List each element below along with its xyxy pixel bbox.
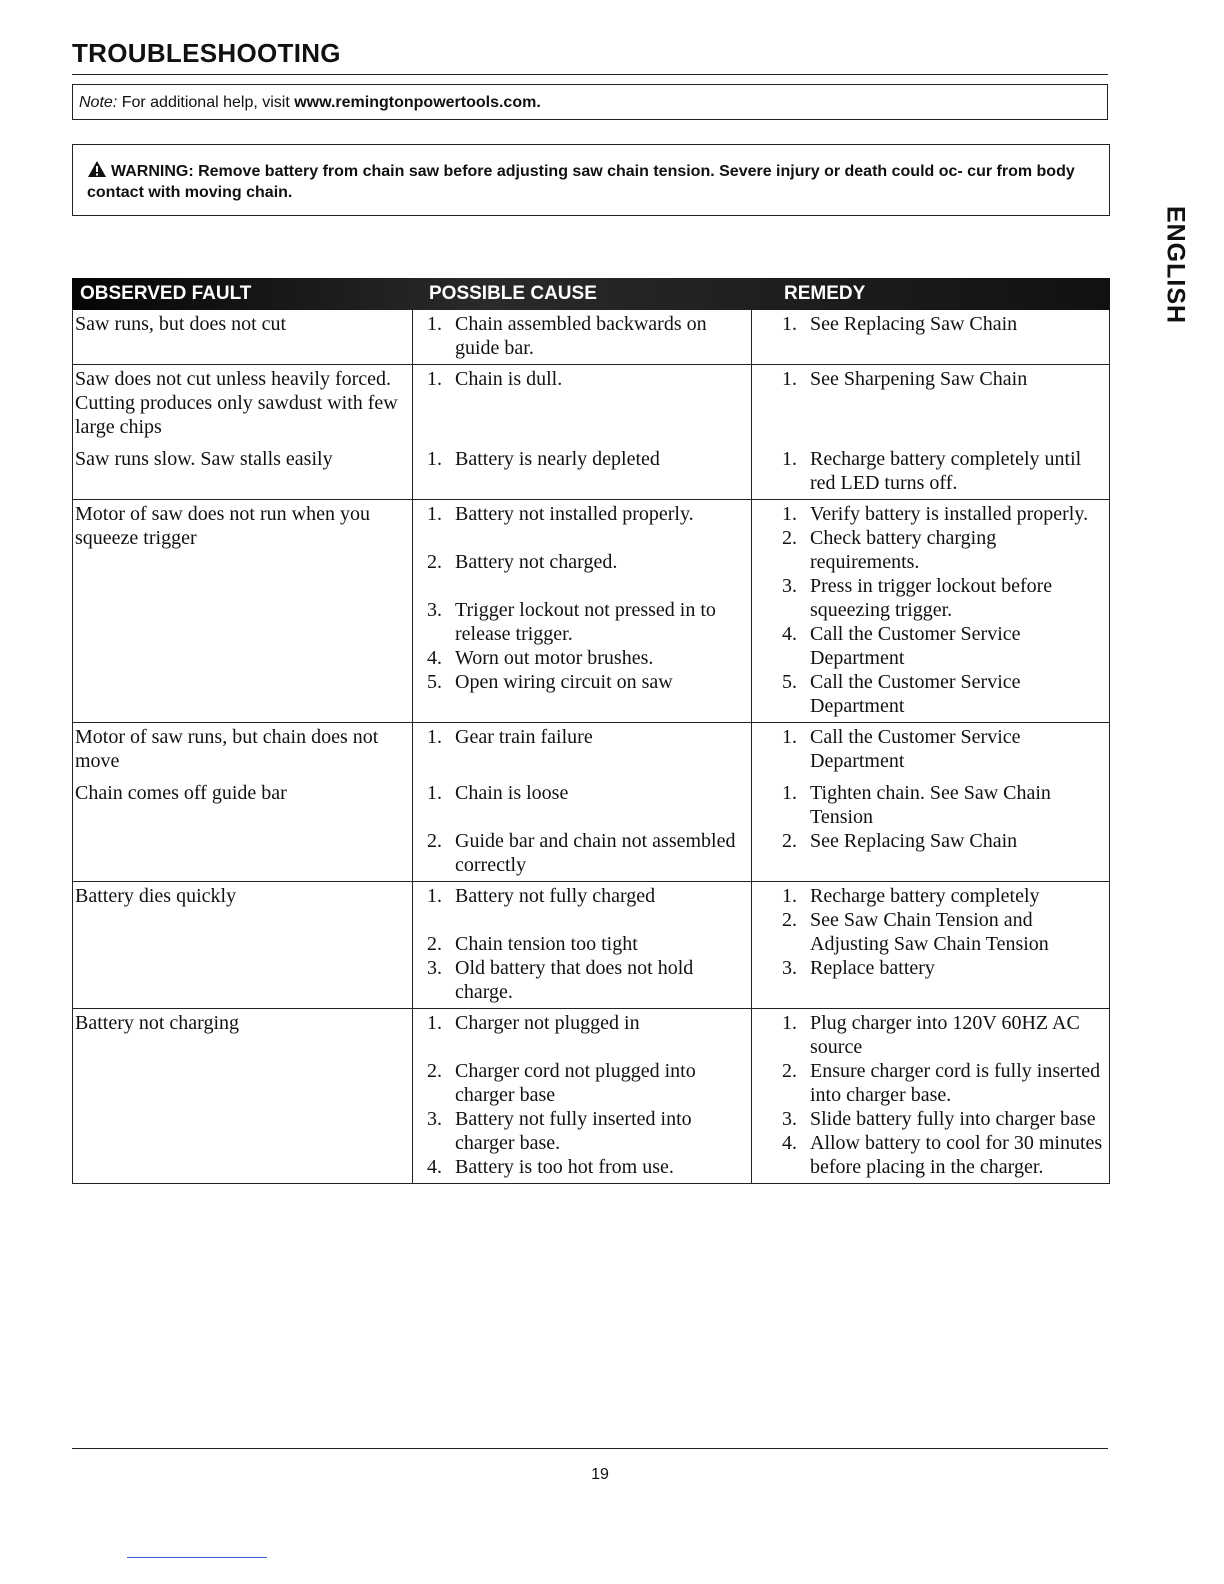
remedy-item [782, 1131, 1103, 1179]
item-number: 2. [782, 830, 797, 852]
item-number: 1. [782, 726, 797, 748]
item-text: Chain is loose [455, 782, 569, 804]
header-remedy: REMEDY [784, 283, 866, 304]
cause-cell [413, 882, 752, 1008]
footer-divider [72, 1448, 1108, 1449]
note-label: Note: [79, 94, 118, 111]
item-text: Recharge battery completely until red LED turns off. [810, 448, 1082, 494]
item-number: 5. [782, 671, 797, 693]
table-body [72, 310, 1110, 1184]
item-text: Verify battery is installed properly. [810, 503, 1089, 525]
footer-accent-line [127, 1557, 267, 1558]
note-text: For additional help, visit [117, 94, 295, 111]
troubleshooting-table [72, 278, 1110, 1184]
item-text: Battery is too hot from use. [455, 1156, 674, 1178]
item-text: Charger not plugged in [455, 1012, 640, 1034]
item-text: Call the Customer Service Department [810, 726, 1021, 772]
fault-cell [72, 310, 413, 364]
cause-item [427, 1107, 745, 1155]
item-text: Charger cord not plugged into charger base [455, 1060, 696, 1106]
cause-cell [413, 310, 752, 364]
fault-text: Battery dies quickly [75, 885, 237, 907]
table-row [72, 1009, 1110, 1184]
item-text: See Sharpening Saw Chain [810, 368, 1028, 390]
cause-item [427, 1155, 745, 1179]
fault-text: Motor of saw runs, but chain does not move [75, 726, 379, 772]
fault-text: Battery not charging [75, 1012, 240, 1034]
item-text: See Replacing Saw Chain [810, 830, 1018, 852]
note-url-link[interactable]: www.remingtonpowertools.com. [294, 94, 541, 111]
remedy-item [782, 367, 1103, 391]
language-label: ENGLISH [1161, 205, 1190, 325]
fault-text: Saw runs, but does not cut [75, 313, 287, 335]
item-text: Battery not charged. [455, 551, 618, 573]
item-number: 1. [427, 448, 442, 470]
warning-triangle-icon [87, 160, 107, 183]
table-row [72, 500, 1110, 723]
cause-item [427, 1059, 745, 1107]
cause-item [427, 829, 745, 877]
item-number: 1. [427, 885, 442, 907]
cause-item [427, 447, 745, 471]
item-text: Old battery that does not hold charge. [455, 957, 694, 1003]
remedy-item [782, 1059, 1103, 1107]
item-number: 1. [427, 726, 442, 748]
remedy-item [782, 1107, 1103, 1131]
cause-item [427, 670, 745, 694]
item-number: 1. [427, 368, 442, 390]
item-text: See Saw Chain Tension and Adjusting Saw Chain Tension [810, 909, 1049, 955]
fault-cell [72, 882, 413, 1008]
language-side-tab [1160, 200, 1190, 330]
item-number: 2. [427, 551, 442, 573]
table-row [72, 882, 1110, 1009]
cause-item [427, 781, 745, 805]
remedy-cell [752, 365, 1110, 499]
item-number: 3. [427, 1108, 442, 1130]
item-number: 1. [782, 368, 797, 390]
item-text: See Replacing Saw Chain [810, 313, 1018, 335]
remedy-item [782, 725, 1103, 773]
table-row [72, 723, 1110, 882]
header-possible-cause: POSSIBLE CAUSE [429, 283, 597, 304]
remedy-item [782, 956, 1103, 980]
item-text: Press in trigger lockout before squeezing trigger. [810, 575, 1053, 621]
cause-cell [413, 500, 752, 722]
item-number: 1. [782, 448, 797, 470]
item-number: 3. [782, 1108, 797, 1130]
fault-cell [72, 1009, 413, 1183]
remedy-item [782, 502, 1103, 526]
remedy-cell [752, 500, 1110, 722]
remedy-cell [752, 310, 1110, 364]
item-text: Worn out motor brushes. [455, 647, 654, 669]
remedy-cell [752, 723, 1110, 881]
title-divider [72, 74, 1108, 75]
remedy-item [782, 781, 1103, 829]
item-text: Check battery charging requirements. [810, 527, 997, 573]
item-text: Replace battery [810, 957, 935, 979]
item-text: Tighten chain. See Saw Chain Tension [810, 782, 1051, 828]
remedy-item [782, 312, 1103, 336]
item-number: 1. [782, 313, 797, 335]
item-text: Open wiring circuit on saw [455, 671, 673, 693]
item-number: 3. [427, 599, 442, 621]
table-row [72, 310, 1110, 365]
cause-item [427, 550, 745, 574]
item-text: Call the Customer Service Department [810, 671, 1021, 717]
cause-item [427, 884, 745, 908]
item-text: Recharge battery completely [810, 885, 1040, 907]
item-number: 1. [427, 313, 442, 335]
item-number: 2. [782, 1060, 797, 1082]
item-number: 1. [782, 1012, 797, 1034]
remedy-item [782, 908, 1103, 956]
cause-cell [413, 723, 752, 881]
fault-text: Saw runs slow. Saw stalls easily [75, 448, 333, 470]
remedy-item [782, 574, 1103, 622]
remedy-item [782, 884, 1103, 908]
cause-item [427, 598, 745, 646]
remedy-item [782, 1011, 1103, 1059]
remedy-cell [752, 882, 1110, 1008]
remedy-item [782, 670, 1103, 718]
item-number: 3. [427, 957, 442, 979]
warning-box [72, 144, 1110, 216]
cause-item [427, 312, 745, 360]
item-text: Chain tension too tight [455, 933, 638, 955]
item-text: Plug charger into 120V 60HZ AC source [810, 1012, 1080, 1058]
item-text: Gear train failure [455, 726, 593, 748]
note-box [72, 84, 1108, 120]
item-number: 4. [427, 1156, 442, 1178]
item-number: 1. [427, 503, 442, 525]
cause-item [427, 1011, 745, 1035]
item-number: 2. [782, 527, 797, 549]
page-number: 19 [591, 1466, 609, 1483]
cause-item [427, 502, 745, 526]
remedy-item [782, 447, 1103, 495]
table-header [72, 278, 1110, 310]
page-title: TROUBLESHOOTING [72, 38, 341, 68]
item-number: 1. [427, 782, 442, 804]
remedy-item [782, 829, 1103, 853]
fault-cell [72, 723, 413, 881]
item-number: 1. [782, 885, 797, 907]
item-number: 2. [427, 1060, 442, 1082]
fault-text: Chain comes off guide bar [75, 782, 287, 804]
item-text: Trigger lockout not pressed in to release trigger. [455, 599, 716, 645]
cause-cell [413, 1009, 752, 1183]
item-text: Battery is nearly depleted [455, 448, 660, 470]
header-observed-fault: OBSERVED FAULT [80, 283, 252, 304]
cause-item [427, 367, 745, 391]
item-number: 4. [782, 623, 797, 645]
remedy-item [782, 622, 1103, 670]
remedy-item [782, 526, 1103, 574]
warning-text: WARNING: Remove battery from chain saw before adjusting saw chain tension. Severe injury or death could oc- cur from body contact with moving chain. [87, 163, 1075, 201]
item-text: Chain assembled backwards on guide bar. [455, 313, 707, 359]
item-number: 4. [427, 647, 442, 669]
item-text: Call the Customer Service Department [810, 623, 1021, 669]
remedy-cell [752, 1009, 1110, 1183]
item-number: 3. [782, 957, 797, 979]
item-text: Battery not fully charged [455, 885, 656, 907]
cause-item [427, 956, 745, 1004]
table-row [72, 365, 1110, 500]
item-number: 1. [782, 503, 797, 525]
cause-cell [413, 365, 752, 499]
item-number: 1. [427, 1012, 442, 1034]
item-number: 3. [782, 575, 797, 597]
fault-cell [72, 365, 413, 499]
cause-item [427, 725, 745, 749]
item-text: Allow battery to cool for 30 minutes before placing in the charger. [810, 1132, 1103, 1178]
fault-cell [72, 500, 413, 722]
item-number: 2. [427, 830, 442, 852]
item-text: Ensure charger cord is fully inserted into charger base. [810, 1060, 1101, 1106]
item-number: 5. [427, 671, 442, 693]
fault-text: Saw does not cut unless heavily forced. Cutting produces only sawdust with few large chips [75, 368, 398, 438]
item-text: Battery not fully inserted into charger base. [455, 1108, 692, 1154]
cause-item [427, 932, 745, 956]
fault-text: Motor of saw does not run when you squeeze trigger [75, 503, 370, 549]
item-text: Guide bar and chain not assembled correctly [455, 830, 736, 876]
item-number: 4. [782, 1132, 797, 1154]
item-number: 2. [782, 909, 797, 931]
cause-item [427, 646, 745, 670]
item-text: Slide battery fully into charger base [810, 1108, 1096, 1130]
item-number: 1. [782, 782, 797, 804]
item-text: Chain is dull. [455, 368, 563, 390]
item-number: 2. [427, 933, 442, 955]
item-text: Battery not installed properly. [455, 503, 694, 525]
